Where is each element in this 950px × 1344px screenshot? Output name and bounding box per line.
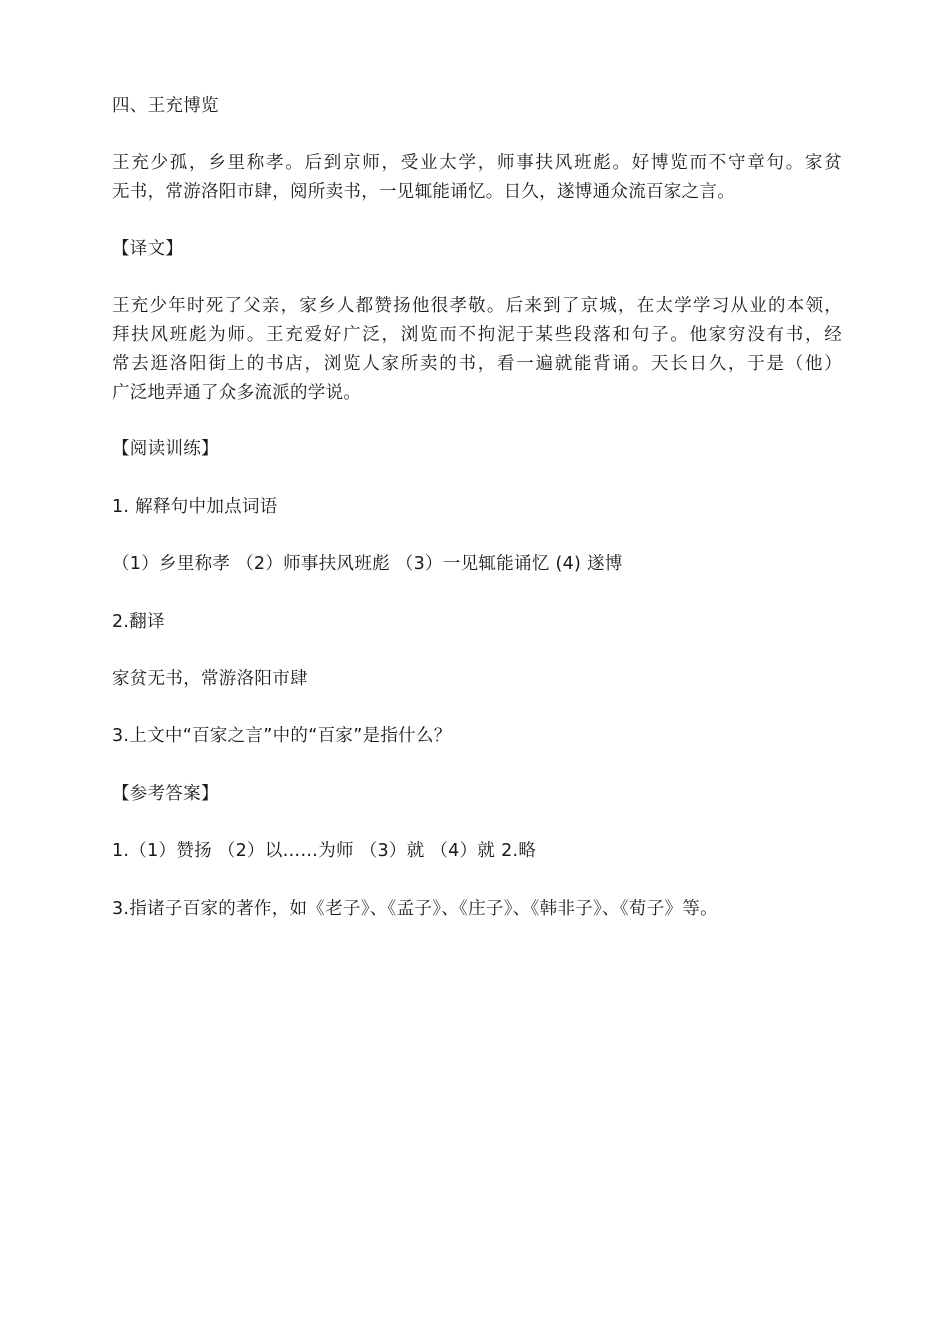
translation-line: 常去逛洛阳街上的书店，浏览人家所卖的书，看一遍就能背诵。天长日久，于是（他） [112,354,842,374]
translation-heading: 【译文】 [112,239,184,259]
translation-line: 拜扶风班彪为师。王充爱好广泛，浏览而不拘泥于某些段落和句子。他家穷没有书，经 [112,325,842,345]
answer-heading: 【参考答案】 [112,784,219,804]
question-1-items: （1）乡里称孝 （2）师事扶风班彪 （3）一见辄能诵忆 (4) 遂博 [112,554,623,574]
question-2-label: 2.翻译 [112,612,165,632]
translation-line: 王充少年时死了父亲，家乡人都赞扬他很孝敬。后来到了京城，在太学学习从业的本领， [112,296,842,316]
question-1-label: 1. 解释句中加点词语 [112,497,278,517]
original-text-paragraph [112,149,842,207]
answer-1: 1.（1）赞扬 （2）以……为师 （3）就 （4）就 2.略 [112,841,537,861]
original-text-line: 无书，常游洛阳市肆，阅所卖书，一见辄能诵忆。日久，遂博通众流百家之言。 [112,182,735,202]
exercise-heading: 【阅读训练】 [112,439,219,459]
translation-paragraph [112,292,842,408]
translation-line: 广泛地弄通了众多流派的学说。 [112,383,362,403]
section-title: 四、王充博览 [112,96,219,116]
answer-3: 3.指诸子百家的著作，如《老子》、《孟子》、《庄子》、《韩非子》、《荀子》等。 [112,899,718,919]
question-3-label: 3.上文中“百家之言”中的“百家”是指什么？ [112,726,452,746]
original-text-line: 王充少孤，乡里称孝。后到京师，受业太学，师事扶风班彪。好博览而不守章句。家贫 [112,153,842,173]
question-2-sentence: 家贫无书，常游洛阳市肆 [112,669,308,689]
